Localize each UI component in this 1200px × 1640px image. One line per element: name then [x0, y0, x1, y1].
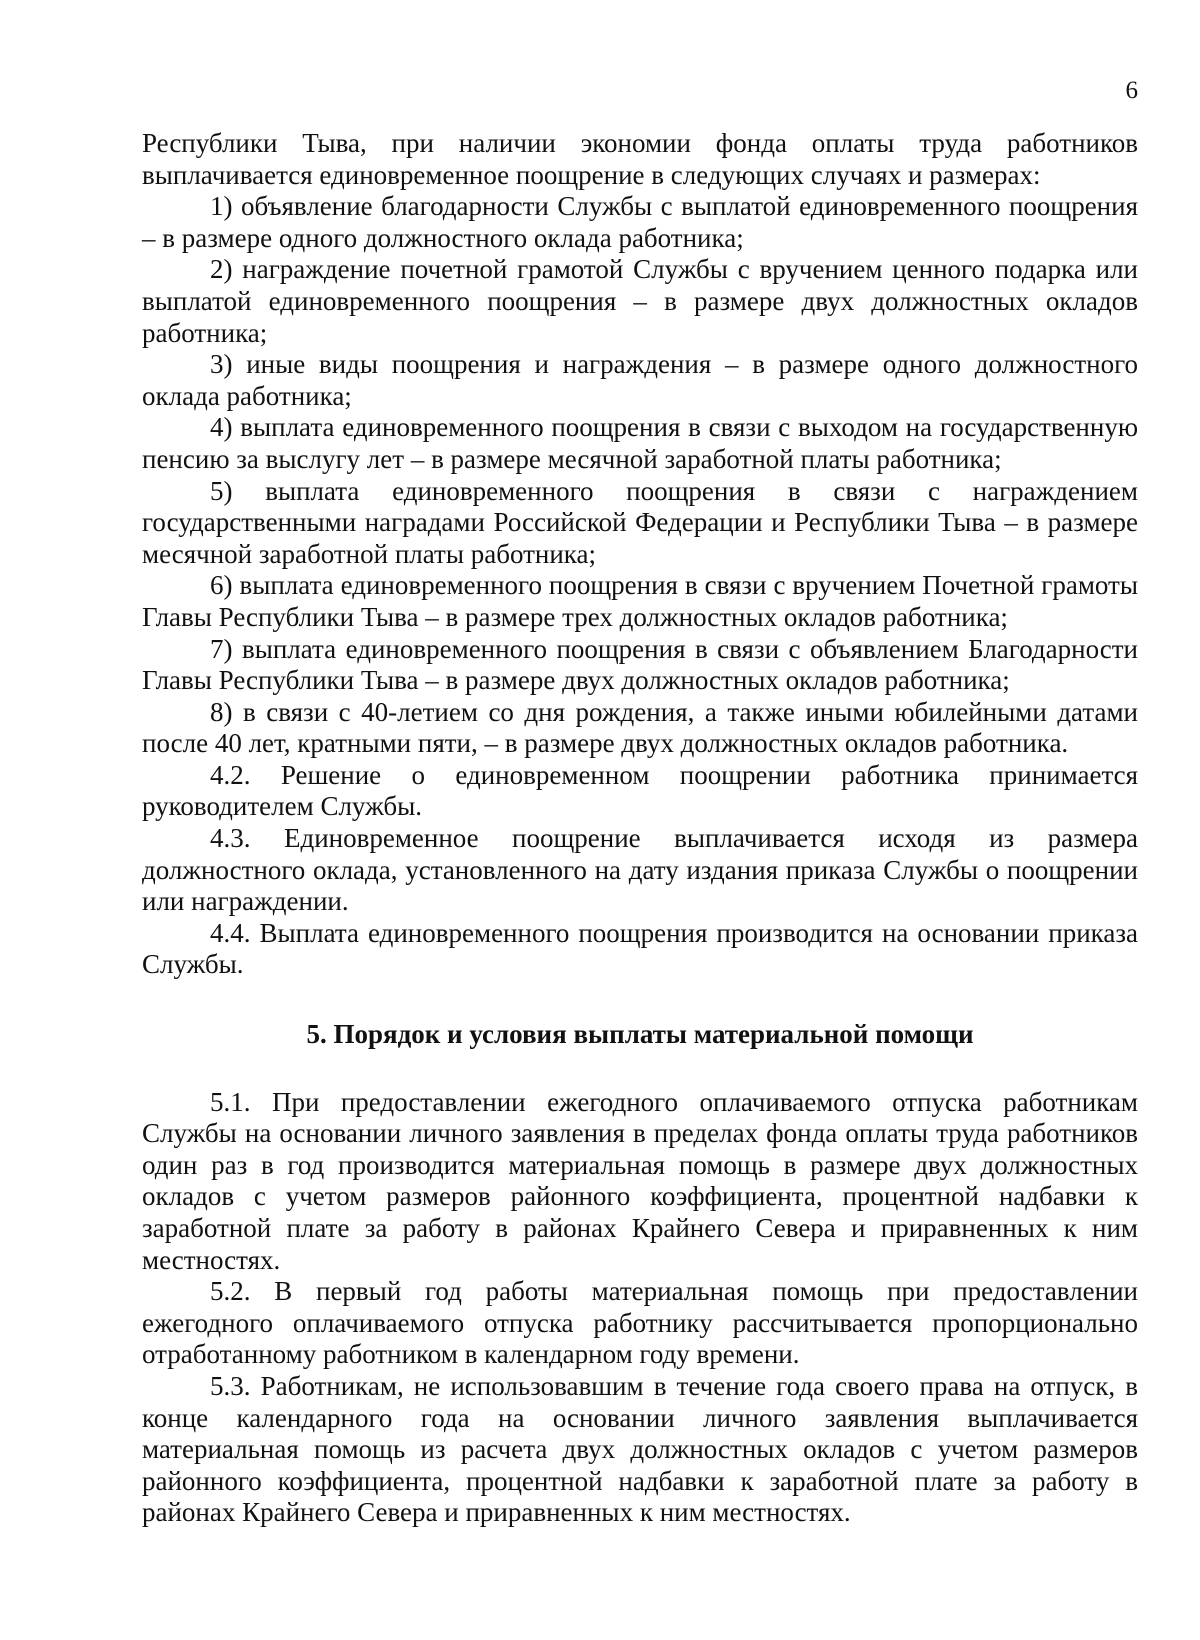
clause-4-2: 4.2. Решение о единовременном поощрении работника принимается руководителем Службы.: [142, 759, 1138, 822]
clause-5-3: 5.3. Работникам, не использовавшим в течение года своего права на отпуск, в конце календарного года на основании личного заявления выплачивается материальная помощь из расчета двух должностных окладов с учетом размеров районного коэффициента, процентной надбавки к заработной плате за работу в районах Крайнего Севера и приравненных к ним местностях.: [142, 1370, 1138, 1528]
list-item: 3) иные виды поощрения и награждения – в размере одного должностного оклада работника;: [142, 349, 1138, 411]
page-number: 6: [1125, 77, 1138, 104]
clause-4-4: 4.4. Выплата единовременного поощрения производится на основании приказа Службы.: [142, 917, 1138, 980]
list-item: 7) выплата единовременного поощрения в связи с объявлением Благодарности Главы Республики Тыва – в размере двух должностных окладов работника;: [142, 633, 1138, 696]
intro-paragraph: Республики Тыва, при наличии экономии фонда оплаты труда работников выплачивается единовременное поощрение в следующих случаях и размерах:: [142, 128, 1138, 190]
section-5-heading: 5. Порядок и условия выплаты материальной помощи: [306, 1019, 974, 1050]
clause-4-3: 4.3. Единовременное поощрение выплачивается исходя из размера должностного оклада, установленного на дату издания приказа Службы о поощрении или награждении.: [142, 823, 1138, 917]
list-item: 6) выплата единовременного поощрения в связи с вручением Почетной грамоты Главы Республики Тыва – в размере трех должностных окладов работника;: [142, 570, 1138, 632]
list-item: 1) объявление благодарности Службы с выплатой единовременного поощрения – в размере одного должностного оклада работника;: [142, 191, 1138, 253]
list-item: 2) награждение почетной грамотой Службы с вручением ценного подарка или выплатой единовременного поощрения – в размере двух должностных окладов работника;: [142, 254, 1138, 348]
list-item: 8) в связи с 40-летием со дня рождения, а также иными юбилейными датами после 40 лет, кратными пяти, – в размере двух должностных окладов работника.: [142, 696, 1138, 759]
document-body: [142, 128, 1138, 1529]
list-item: 4) выплата единовременного поощрения в связи с выходом на государственную пенсию за выслугу лет – в размере месячной заработной платы работника;: [142, 412, 1138, 474]
list-item: 5) выплата единовременного поощрения в связи с награждением государственными наградами Российской Федерации и Республики Тыва – в размере месячной заработной платы работника;: [142, 475, 1138, 569]
clause-5-2: 5.2. В первый год работы материальная помощь при предоставлении ежегодного оплачиваемого отпуска работнику рассчитывается пропорционально отработанному работником в календарном году времени.: [142, 1276, 1138, 1370]
clause-5-1: 5.1. При предоставлении ежегодного оплачиваемого отпуска работникам Службы на основании личного заявления в пределах фонда оплаты труда работников один раз в год производится материальная помощь в размере двух должностных окладов с учетом размеров районного коэффициента, процентной надбавки к заработной плате за работу в районах Крайнего Севера и приравненных к ним местностях.: [142, 1086, 1138, 1275]
